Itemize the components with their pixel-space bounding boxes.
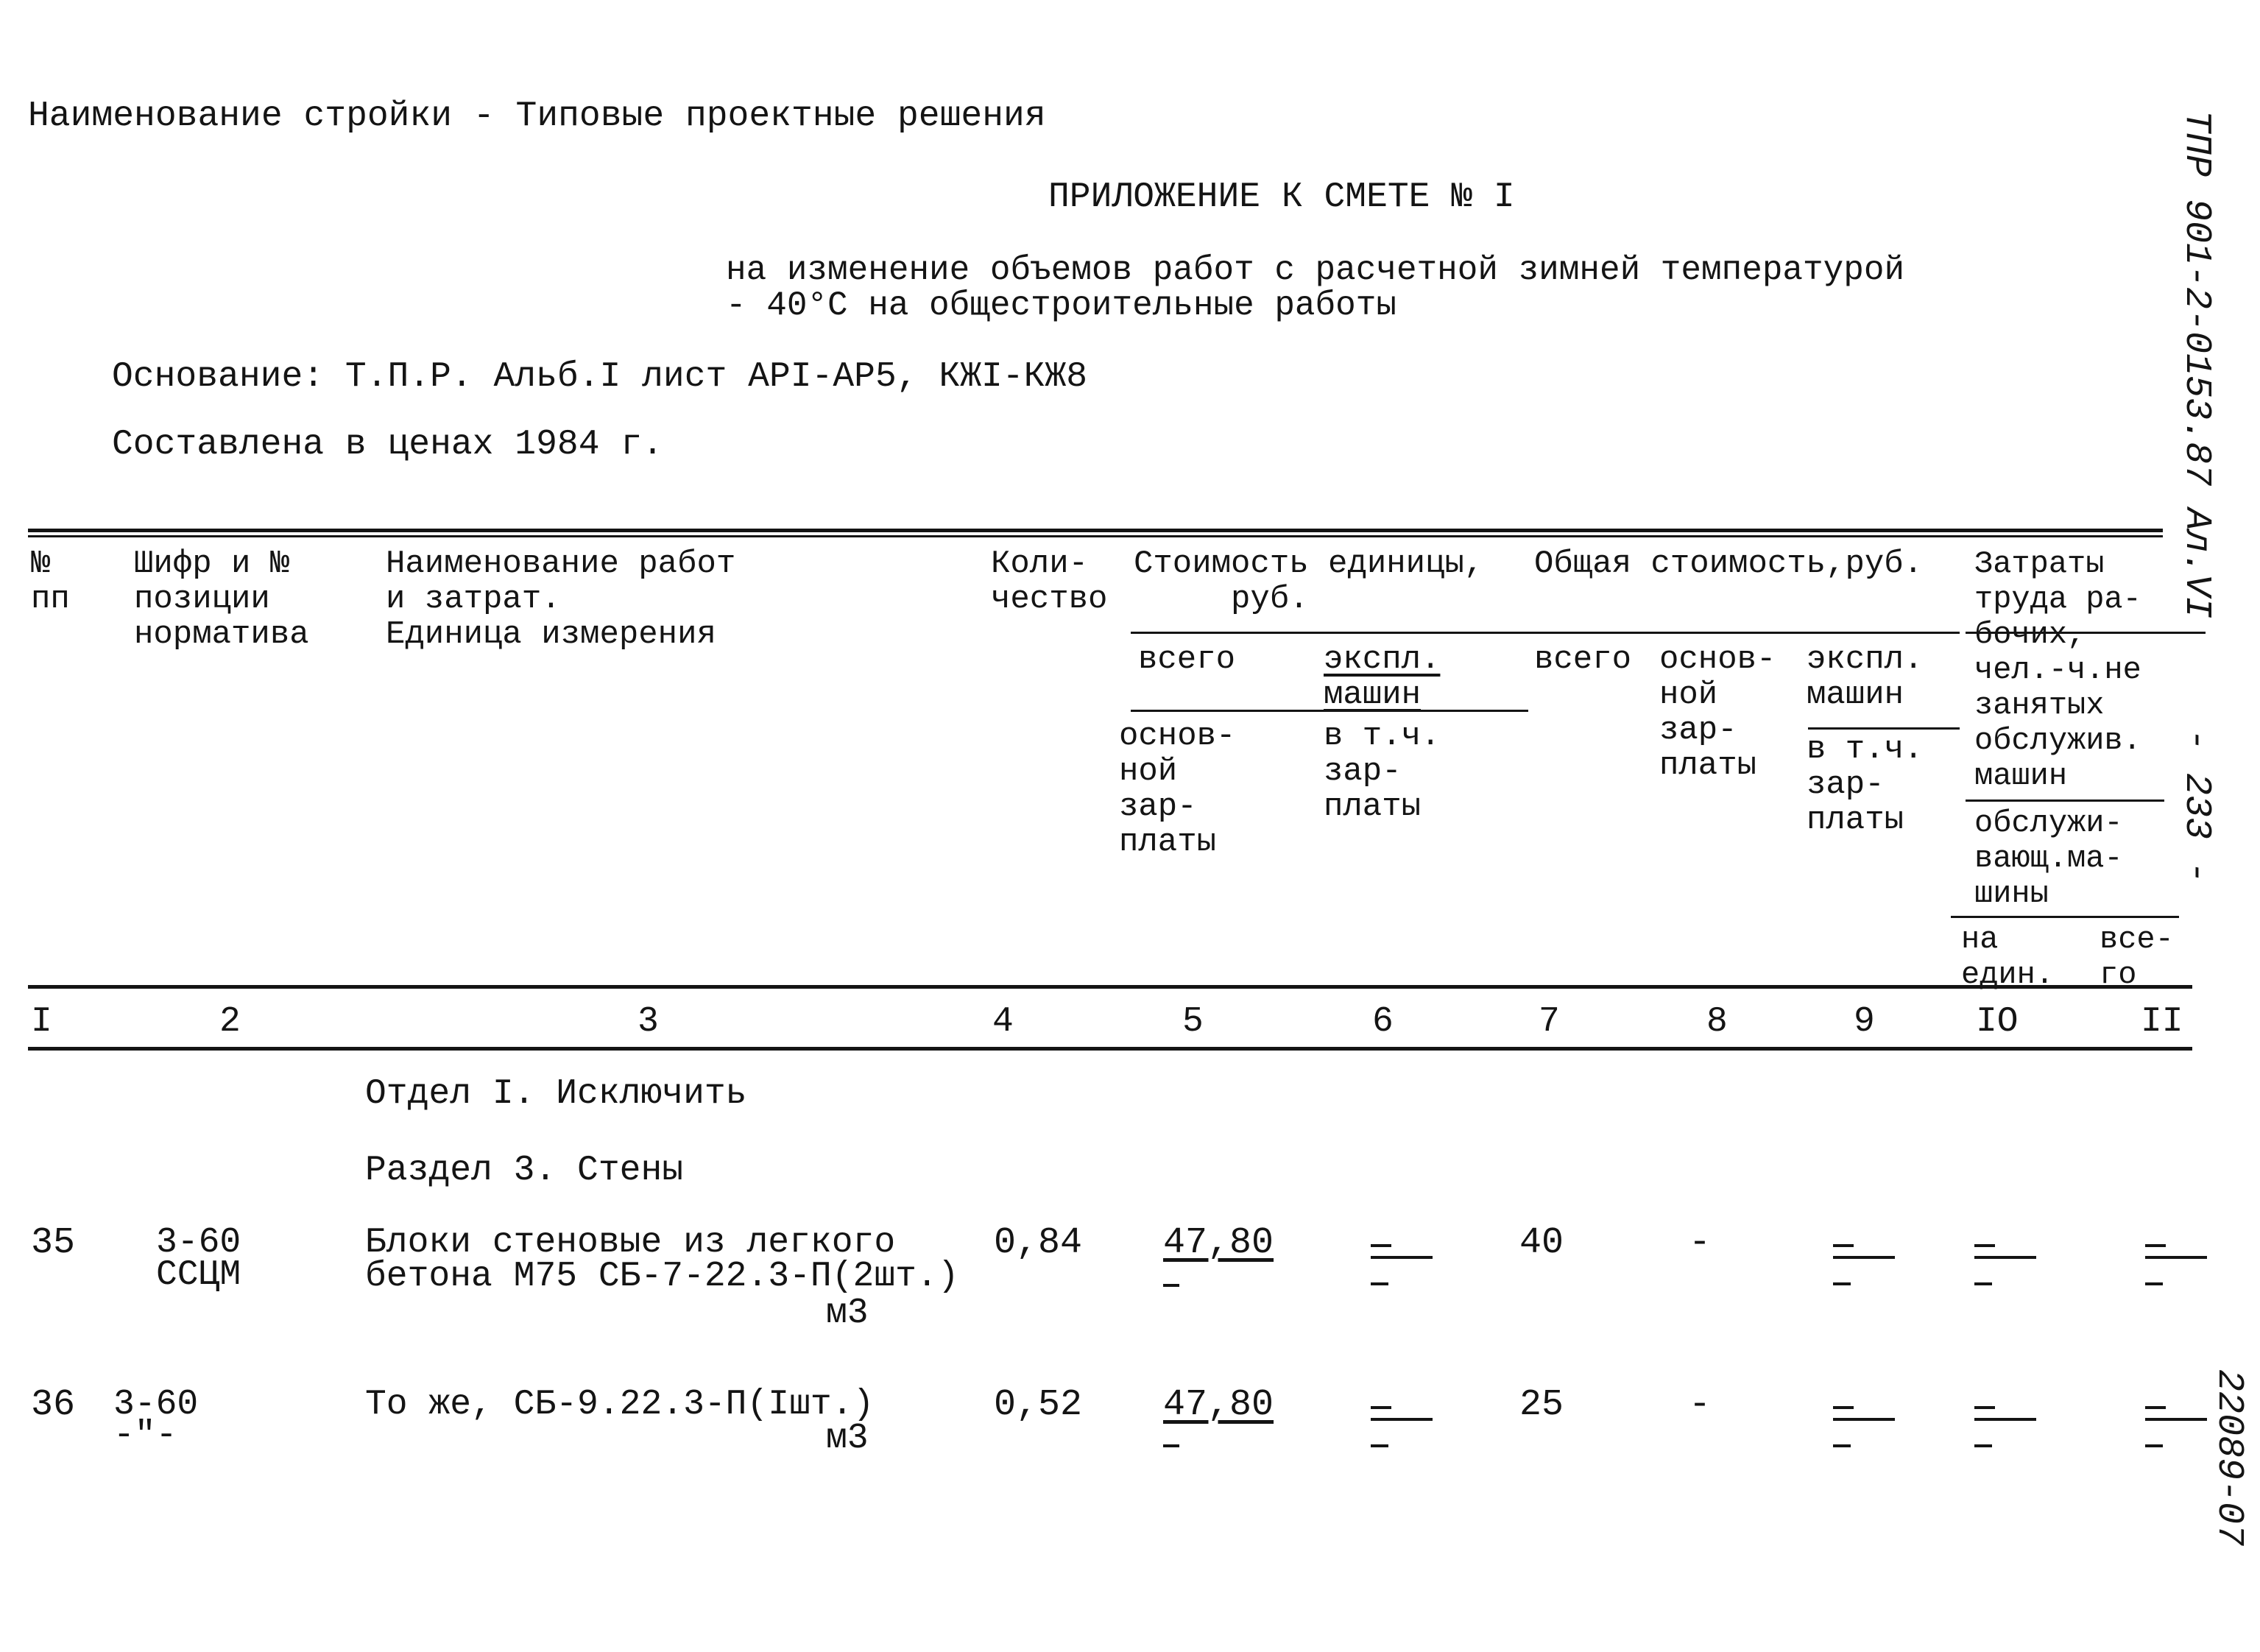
row-code: 3-60	[113, 1385, 199, 1425]
row-unit-cost: 47,80	[1163, 1222, 1274, 1264]
header-unit-machines: экспл. машин	[1324, 641, 1441, 713]
row-unit-wage-dash	[1163, 1284, 1179, 1287]
header-labor: Затраты труда ра- бочих, чел.-ч.не занятых обслужив. машин	[1974, 546, 2141, 794]
column-number: 3	[638, 1002, 659, 1042]
subtitle-line-1: на изменение объемов работ с расчетной зимней температурой	[726, 251, 1905, 289]
column-number: II	[2141, 1002, 2183, 1042]
subtitle-line-2: - 40°С на общестроительные работы	[726, 286, 1396, 325]
dash-mark	[1833, 1418, 1895, 1421]
dash-mark	[1974, 1444, 1992, 1447]
dash-mark	[2145, 1444, 2163, 1447]
row-unit: м3	[826, 1419, 869, 1458]
column-number: 6	[1372, 1002, 1394, 1042]
row-base-wage: -	[1689, 1222, 1712, 1264]
header-col-2: Шифр и № позиции норматива	[134, 546, 309, 653]
header-unit-machines-wage: в т.ч. зар- платы	[1324, 718, 1441, 825]
row-base-wage: -	[1689, 1384, 1712, 1426]
header-unit-cost: Стоимость единицы, руб.	[1134, 546, 1484, 618]
row-quantity: 0,52	[994, 1384, 1083, 1426]
dash-mark	[1371, 1418, 1433, 1421]
dash-mark	[1974, 1418, 2036, 1421]
subsection-title: Раздел 3. Стены	[365, 1151, 684, 1190]
dash-mark	[1974, 1244, 1995, 1247]
total-machines-sub-rule	[1808, 727, 1960, 730]
basis-line: Основание: Т.П.Р. Альб.I лист АРI-АР5, КЖI-КЖ8	[112, 357, 1088, 397]
column-number: 2	[219, 1002, 241, 1042]
column-numbers-rule	[28, 1047, 2192, 1051]
row-quantity: 0,84	[994, 1222, 1083, 1264]
table-top-rule-2	[28, 535, 2163, 537]
dash-mark	[2145, 1418, 2207, 1421]
labor-sub-rule	[1966, 799, 2164, 802]
section-title: Отдел I. Исключить	[365, 1074, 747, 1114]
header-unit-base-wage: основ- ной зар- платы	[1119, 718, 1236, 861]
side-inventory-number: 22089-07	[2208, 1369, 2250, 1547]
column-number: 5	[1182, 1002, 1204, 1042]
column-number: 7	[1539, 1002, 1560, 1042]
table-top-rule	[28, 529, 2163, 532]
row-code: 3-60	[156, 1223, 241, 1263]
dash-mark	[1974, 1282, 1992, 1285]
header-total-all: всего	[1534, 641, 1632, 678]
row-name-2: бетона М75 СБ-7-22.3-П(2шт.)	[365, 1257, 959, 1296]
header-col-3: Наименование работ и затрат. Единица измерения	[386, 546, 736, 653]
row-unit: м3	[826, 1293, 869, 1333]
dash-mark	[2145, 1282, 2163, 1285]
side-code: ТПР 901-2-0153.87 Ал.VI	[2175, 110, 2217, 619]
header-total: все- го	[2100, 922, 2174, 992]
row-number: 35	[31, 1222, 76, 1264]
dash-mark	[1974, 1256, 2036, 1259]
dash-mark	[1833, 1444, 1851, 1447]
dash-mark	[1371, 1282, 1388, 1285]
header-total-base-wage: основ- ной зар- платы	[1659, 641, 1776, 784]
header-unit-total: всего	[1138, 641, 1236, 678]
column-number: 8	[1706, 1002, 1728, 1042]
column-number: 9	[1854, 1002, 1875, 1042]
appendix-title: ПРИЛОЖЕНИЕ К СМЕТЕ № I	[1048, 177, 1515, 217]
labor-split-rule	[1951, 916, 2179, 918]
dash-mark	[2145, 1406, 2166, 1409]
header-bottom-rule	[28, 985, 2192, 989]
dash-mark	[2145, 1256, 2207, 1259]
header-total-cost: Общая стоимость,руб.	[1534, 546, 1924, 582]
side-page-number: - 233 -	[2175, 729, 2217, 884]
row-number: 36	[31, 1384, 76, 1426]
row-name: То же, СБ-9.22.3-П(Iшт.)	[365, 1385, 875, 1425]
dash-mark	[1371, 1444, 1388, 1447]
dash-mark	[1974, 1406, 1995, 1409]
header-total-machines-wage: в т.ч. зар- платы	[1807, 731, 1924, 839]
dash-mark	[1833, 1282, 1851, 1285]
header-total-machines: экспл. машин	[1807, 641, 1924, 713]
row-total: 40	[1519, 1222, 1564, 1264]
cost-group-rule	[1131, 632, 1960, 634]
column-number: IO	[1976, 1002, 2019, 1042]
header-labor-service: обслужи- вающ.ма- шины	[1974, 805, 2123, 911]
row-code-source: -"-	[113, 1416, 177, 1455]
dash-mark	[1833, 1244, 1854, 1247]
dash-mark	[1833, 1256, 1895, 1259]
dash-mark	[1833, 1406, 1854, 1409]
dash-mark	[1371, 1256, 1433, 1259]
header-col-1: № пп	[31, 546, 70, 618]
row-name: Блоки стеновые из легкого	[365, 1223, 896, 1263]
row-unit-wage-dash	[1163, 1444, 1179, 1447]
row-unit-cost: 47,80	[1163, 1384, 1274, 1426]
dash-mark	[1371, 1406, 1391, 1409]
row-code-source: ССЦМ	[156, 1255, 241, 1295]
header-col-4: Коли- чество	[991, 546, 1108, 618]
dash-mark	[1371, 1244, 1391, 1247]
row-total: 25	[1519, 1384, 1564, 1426]
dash-mark	[2145, 1244, 2166, 1247]
column-number: I	[31, 1002, 52, 1042]
project-line: Наименование стройки - Типовые проектные решения	[28, 96, 1046, 136]
header-per-unit: на един.	[1961, 922, 2055, 992]
prices-line: Составлена в ценах 1984 г.	[112, 425, 663, 465]
column-number: 4	[992, 1002, 1014, 1042]
